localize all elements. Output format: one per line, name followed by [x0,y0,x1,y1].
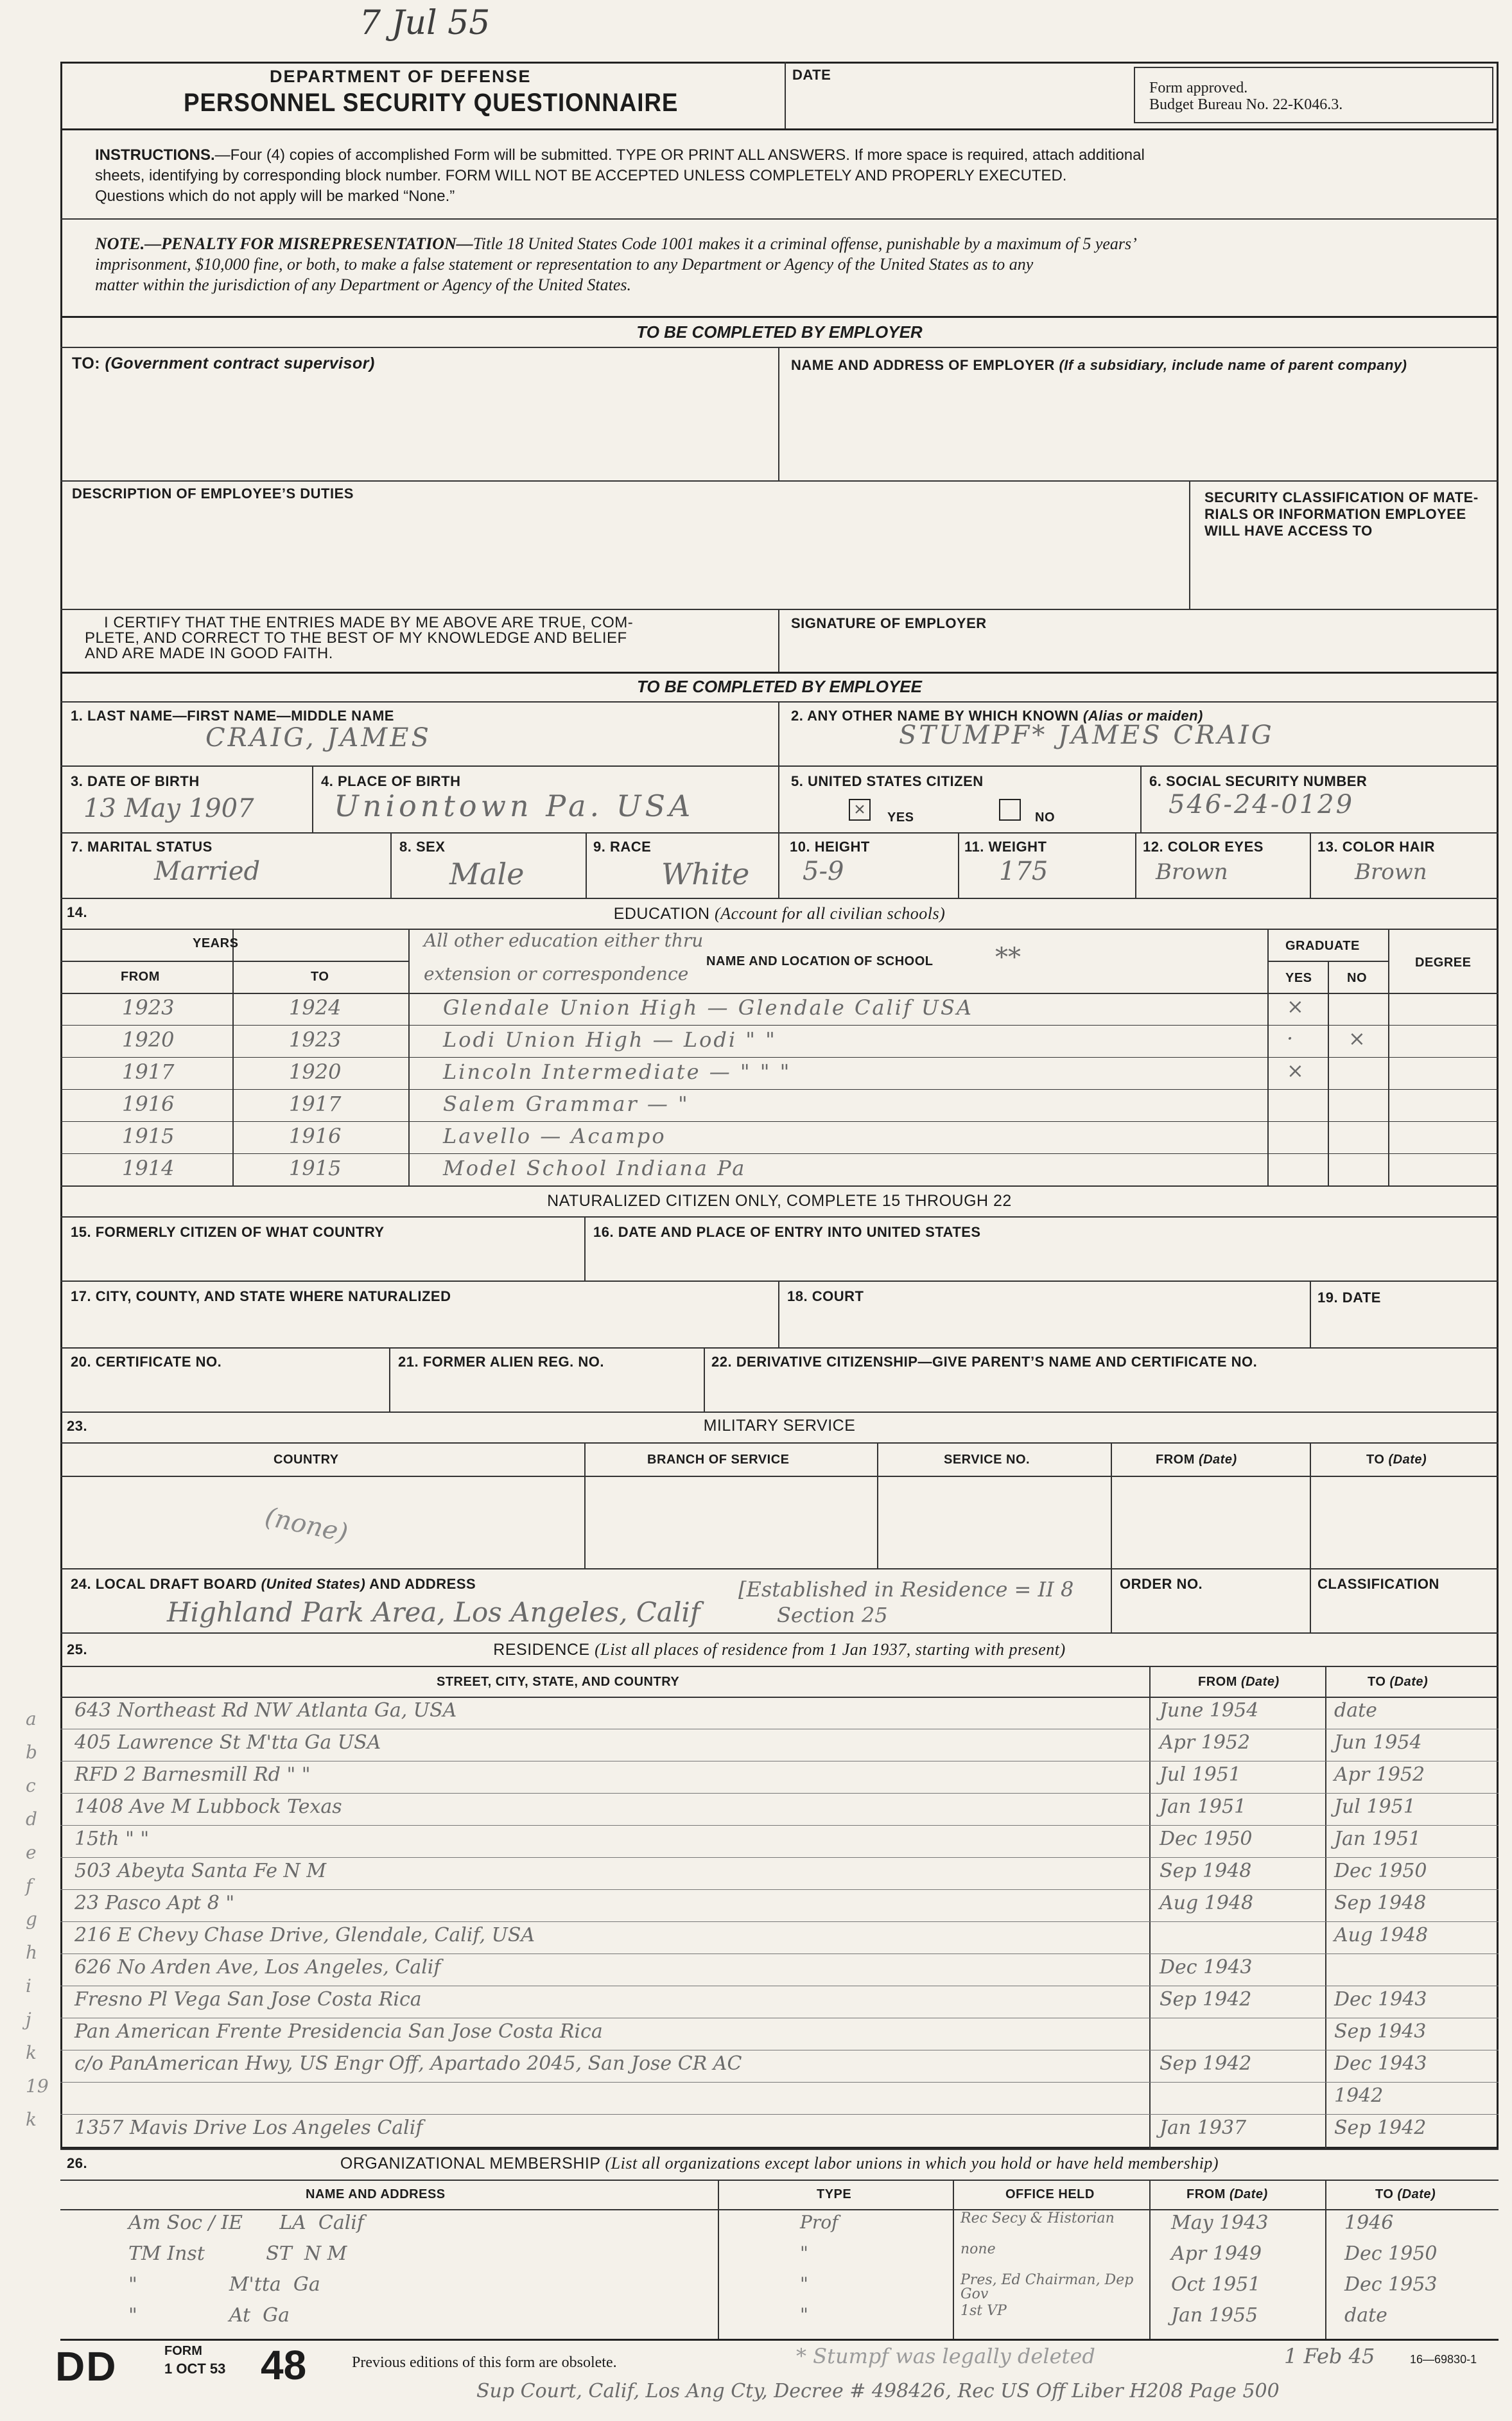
residence-row-rule [60,1793,1499,1794]
residence-to[interactable]: Jan 1951 [1334,1828,1421,1850]
sex-value[interactable]: Male [449,857,525,891]
residence-address[interactable]: 626 No Arden Ave, Los Angeles, Calif [74,1956,441,1979]
residence-address[interactable]: 216 E Chevy Chase Drive, Glendale, Calif, USA [74,1924,535,1946]
education-to[interactable]: 1917 [289,1092,342,1116]
residence-from[interactable]: Jan 1937 [1160,2117,1247,2139]
draft-board-value[interactable]: Highland Park Area, Los Angeles, Calif [167,1596,700,1628]
marital-label: 7. MARITAL STATUS [71,839,213,855]
dob-label: 3. DATE OF BIRTH [71,773,200,789]
residence-margin-mark: g [26,1909,37,1930]
entry-label: 16. DATE AND PLACE OF ENTRY INTO UNITED STATES [593,1224,981,1240]
ssn-value[interactable]: 546-24-0129 [1169,790,1355,819]
education-school[interactable]: Salem Grammar — " [443,1092,690,1116]
race-label: 9. RACE [593,839,652,855]
form-date: 1 OCT 53 [164,2361,226,2377]
department-label: DEPARTMENT OF DEFENSE [270,67,532,86]
residence-to[interactable]: Jun 1954 [1334,1731,1422,1754]
education-from[interactable]: 1917 [122,1060,175,1084]
race-value[interactable]: White [661,857,750,891]
form-label: FORM [164,2344,202,2358]
note-line1: Title 18 United States Code 1001 makes it a criminal offense, punishable by a maximum of 5 years’ [473,234,1137,253]
years-header: YEARS [193,936,239,950]
residence-to[interactable]: Aug 1948 [1334,1924,1429,1946]
graduate-yes-header: YES [1285,971,1312,985]
residence-margin-mark: k [26,2042,37,2063]
residence-from[interactable]: Dec 1943 [1160,1956,1253,1979]
residence-to-header: TO (Date) [1368,1675,1429,1689]
instructions-heading: INSTRUCTIONS. [95,146,215,164]
former-country-label: 15. FORMERLY CITIZEN OF WHAT COUNTRY [71,1224,385,1240]
residence-margin-mark: h [26,1942,38,1963]
org-name-header: NAME AND ADDRESS [306,2187,446,2201]
residence-num: 25. [67,1641,88,1657]
residence-row-rule [60,1953,1499,1954]
residence-row-rule [60,1857,1499,1858]
employee-section-title: TO BE COMPLETED BY EMPLOYEE [637,677,922,696]
education-row-rule [60,1057,1499,1058]
weight-value[interactable]: 175 [999,857,1048,886]
residence-margin-mark: f [26,1875,33,1896]
org-to[interactable]: date [1344,2304,1387,2327]
education-school[interactable]: Lodi Union High — Lodi " " [443,1027,777,1052]
residence-margin-mark: k [26,2109,37,2130]
education-from[interactable]: 1915 [122,1124,175,1148]
hair-value[interactable]: Brown [1355,859,1427,885]
education-row-rule [60,1153,1499,1154]
org-to-header: TO (Date) [1375,2187,1436,2201]
citizen-no-label: NO [1035,810,1055,825]
org-office[interactable]: 1st VP [960,2303,1007,2319]
residence-to[interactable]: Sep 1942 [1334,2117,1427,2139]
residence-from[interactable]: Dec 1950 [1160,1828,1253,1850]
residence-address[interactable]: 405 Lawrence St M'tta Ga USA [74,1731,381,1754]
alien-reg-label: 21. FORMER ALIEN REG. NO. [398,1354,604,1370]
residence-margin-mark: i [26,1975,31,1997]
residence-address[interactable]: 15th " " [74,1828,150,1850]
education-note-2: extension or correspondence [424,963,689,984]
naturalized-where-label: 17. CITY, COUNTY, AND STATE WHERE NATURALIZED [71,1288,451,1304]
org-name-address[interactable]: Am Soc / IE LA Calif [128,2212,365,2234]
residence-address[interactable]: Fresno Pl Vega San Jose Costa Rica [74,1988,422,2011]
residence-to[interactable]: Apr 1952 [1334,1763,1425,1786]
residence-from[interactable]: Sep 1942 [1160,2052,1252,2075]
certificate-label: 20. CERTIFICATE NO. [71,1354,222,1370]
org-office-header: OFFICE HELD [1005,2187,1095,2201]
residence-to[interactable]: date [1334,1699,1377,1722]
form-number: 48 [261,2342,307,2388]
education-grad-yes[interactable]: × [1287,994,1304,1018]
note-line2: imprisonment, $10,000 fine, or both, to make a false statement or representation to any Department or Agency of the United States as to any [95,255,1034,274]
footer-note-a: * Stumpf was legally deleted [796,2344,1095,2368]
military-service-no-header: SERVICE NO. [944,1453,1030,1467]
residence-margin-mark: j [26,2009,31,2030]
weight-label: 11. WEIGHT [964,839,1047,855]
citizen-yes-label: YES [887,810,914,825]
org-from[interactable]: May 1943 [1171,2212,1269,2234]
org-from[interactable]: Apr 1949 [1171,2242,1262,2265]
footer-note-b: 1 Feb 45 [1284,2344,1375,2368]
military-country-header: COUNTRY [274,1453,339,1467]
hair-label: 13. COLOR HAIR [1317,839,1436,855]
residence-to[interactable]: Dec 1943 [1334,1988,1427,2011]
residence-to[interactable]: 1942 [1334,2085,1384,2107]
order-no-label: ORDER NO. [1120,1576,1203,1592]
org-from[interactable]: Jan 1955 [1171,2304,1258,2327]
form-title: PERSONNEL SECURITY QUESTIONNAIRE [184,89,679,117]
to-header: TO [311,970,329,984]
residence-from[interactable]: Sep 1948 [1160,1860,1252,1882]
education-to[interactable]: 1924 [289,995,342,1020]
employer-name-field[interactable] [783,379,1490,475]
residence-row-rule [60,2082,1499,2083]
employer-certification: I CERTIFY THAT THE ENTRIES MADE BY ME ABOVE ARE TRUE, COM- PLETE, AND CORRECT TO THE BEST OF MY KNOWLEDGE AND BELIEF AND ARE MADE IN GOOD FAITH. [85,614,634,662]
org-name-address[interactable]: " M'tta Ga [128,2273,320,2296]
ssn-label: 6. SOCIAL SECURITY NUMBER [1149,773,1368,789]
residence-to[interactable]: Sep 1948 [1334,1892,1427,1914]
residence-from[interactable]: Jan 1951 [1160,1796,1247,1818]
residence-from-header: FROM (Date) [1198,1675,1280,1689]
dob-value[interactable]: 13 May 1907 [83,794,254,823]
graduate-no-header: NO [1347,971,1367,985]
residence-street-header: STREET, CITY, STATE, AND COUNTRY [437,1675,680,1689]
org-office[interactable]: Pres, Ed Chairman, Dep Gov [960,2272,1134,2302]
education-note-1: All other education either thru [424,930,704,951]
residence-title: RESIDENCE (List all places of residence from 1 Jan 1937, starting with present) [493,1640,1066,1659]
naturalized-title: NATURALIZED CITIZEN ONLY, COMPLETE 15 THROUGH 22 [547,1192,1012,1210]
form-approved: Form approved. [1149,80,1248,96]
pob-label: 4. PLACE OF BIRTH [321,773,461,789]
employer-signature-label: SIGNATURE OF EMPLOYER [791,615,987,631]
footer-note-c: Sup Court, Calif, Los Ang Cty, Decree # 498426, Rec US Off Liber H208 Page 500 [476,2380,1280,2402]
education-school[interactable]: Glendale Union High — Glendale Calif USA [443,995,973,1020]
residence-to[interactable]: Dec 1943 [1334,2052,1427,2075]
residence-margin-mark: e [26,1842,37,1863]
instructions [95,145,1463,207]
employer-name-label: NAME AND ADDRESS OF EMPLOYER (If a subsidiary, include name of parent company) [791,357,1407,373]
obsolete-note: Previous editions of this form are obsolete. [352,2354,617,2371]
education-grad-no[interactable]: × [1348,1026,1366,1051]
education-num: 14. [67,904,88,920]
education-to[interactable]: 1923 [289,1027,342,1052]
residence-address[interactable]: RFD 2 Barnesmill Rd " " [74,1763,311,1786]
school-header: NAME AND LOCATION OF SCHOOL [706,954,934,968]
military-from-header: FROM (Date) [1156,1453,1237,1467]
residence-row-rule [60,1921,1499,1922]
org-office[interactable]: none [960,2241,996,2257]
residence-to[interactable]: Sep 1943 [1334,2020,1427,2043]
draft-board-label: 24. LOCAL DRAFT BOARD (United States) AND ADDRESS [71,1576,476,1592]
org-from-header: FROM (Date) [1186,2187,1268,2201]
education-title: EDUCATION (Account for all civilian schools) [613,904,946,923]
note-line3: matter within the jurisdiction of any Department or Agency of the United States. [95,275,632,294]
name-value[interactable]: CRAIG, JAMES [205,723,431,753]
duties-label: DESCRIPTION OF EMPLOYEE’S DUTIES [72,485,354,502]
education-from[interactable]: 1920 [122,1027,175,1052]
org-type[interactable]: Prof [800,2212,839,2233]
residence-from[interactable]: Apr 1952 [1160,1731,1251,1754]
residence-address[interactable]: 1408 Ave M Lubbock Texas [74,1796,342,1818]
education-grad-yes[interactable]: · [1287,1026,1294,1051]
employer-signature-field[interactable] [783,636,1490,668]
org-type[interactable]: " [800,2304,808,2325]
residence-to[interactable]: Jul 1951 [1334,1796,1416,1818]
residence-address[interactable]: Pan American Frente Presidencia San Jose Costa Rica [74,2020,603,2043]
name-label: 1. LAST NAME—FIRST NAME—MIDDLE NAME [71,708,394,724]
education-from[interactable]: 1916 [122,1092,175,1116]
residence-address[interactable]: 23 Pasco Apt 8 " [74,1892,235,1914]
instructions-line2: sheets, identifying by corresponding block number. FORM WILL NOT BE ACCEPTED UNLESS COMPLETELY AND PROPERLY EXECUTED. [95,167,1067,184]
residence-address[interactable]: 643 Northeast Rd NW Atlanta Ga, USA [74,1699,457,1722]
graduate-header: GRADUATE [1285,939,1360,953]
eyes-value[interactable]: Brown [1156,859,1228,885]
org-to[interactable]: Dec 1950 [1344,2242,1438,2265]
marital-value[interactable]: Married [154,857,261,886]
residence-address[interactable]: c/o PanAmerican Hwy, US Engr Off, Apartado 2045, San Jose CR AC [74,2052,742,2075]
education-row-rule [60,1121,1499,1122]
draft-board-note-2: Section 25 [777,1603,888,1627]
instructions-line3: Questions which do not apply will be marked “None.” [95,188,455,205]
penalty-note [95,234,1463,295]
print-code: 16—69830-1 [1410,2353,1477,2366]
pob-value[interactable]: Uniontown Pa. USA [334,789,695,823]
naturalized-date-label: 19. DATE [1317,1289,1381,1306]
org-type[interactable]: " [800,2242,808,2264]
questionnaire-form [60,62,1499,2149]
education-from[interactable]: 1923 [122,995,175,1020]
org-num: 26. [67,2155,88,2171]
security-classification-label: SECURITY CLASSIFICATION OF MATE- RIALS OR INFORMATION EMPLOYEE WILL HAVE ACCESS TO [1204,489,1479,539]
military-to-header: TO (Date) [1366,1453,1427,1467]
org-to[interactable]: 1946 [1344,2212,1394,2234]
draft-board-note-1: [Established in Residence = II 8 [738,1577,1074,1602]
education-grad-yes[interactable]: × [1287,1058,1304,1083]
org-name-address[interactable]: " At Ga [128,2304,290,2327]
residence-margin-mark: b [26,1742,37,1763]
to-label: TO: (Government contract supervisor) [72,354,375,372]
from-header: FROM [121,970,160,984]
military-branch-header: BRANCH OF SERVICE [647,1453,790,1467]
residence-from[interactable]: Aug 1948 [1160,1892,1254,1914]
residence-row-rule [60,2114,1499,2115]
org-from[interactable]: Oct 1951 [1171,2273,1261,2296]
height-label: 10. HEIGHT [790,839,870,855]
org-title: ORGANIZATIONAL MEMBERSHIP (List all organizations except labor unions in which you hold or have held membership) [340,2154,1219,2172]
budget-number: Budget Bureau No. 22-K046.3. [1149,96,1343,113]
residence-to[interactable]: Dec 1950 [1334,1860,1427,1882]
education-row-rule [60,1025,1499,1026]
education-from[interactable]: 1914 [122,1156,175,1180]
residence-margin-mark: 19 [26,2076,49,2097]
stamp-date: 7 Jul 55 [360,4,491,42]
derivative-label: 22. DERIVATIVE CITIZENSHIP—GIVE PARENT’S NAME AND CERTIFICATE NO. [711,1354,1258,1370]
sex-label: 8. SEX [399,839,446,855]
org-to[interactable]: Dec 1953 [1344,2273,1438,2296]
education-to[interactable]: 1916 [289,1124,342,1148]
classification-label: CLASSIFICATION [1317,1576,1439,1592]
note-heading: NOTE.—PENALTY FOR MISREPRESENTATION— [95,234,473,253]
residence-from[interactable]: June 1954 [1160,1699,1259,1722]
alias-label: 2. ANY OTHER NAME BY WHICH KNOWN (Alias or maiden) [791,708,1203,724]
employer-section-title: TO BE COMPLETED BY EMPLOYER [636,322,923,342]
degree-header: DEGREE [1415,956,1472,970]
education-school[interactable]: Lincoln Intermediate — " " " [443,1060,792,1084]
org-type-header: TYPE [817,2187,852,2201]
education-to[interactable]: 1915 [289,1156,342,1180]
height-value[interactable]: 5-9 [803,857,844,886]
residence-address[interactable]: 503 Abeyta Santa Fe N M [74,1860,327,1882]
education-school[interactable]: Lavello — Acampo [443,1124,666,1148]
residence-address[interactable]: 1357 Mavis Drive Los Angeles Calif [74,2117,423,2139]
citizen-label: 5. UNITED STATES CITIZEN [791,773,984,789]
org-office[interactable]: Rec Secy & Historian [960,2210,1115,2226]
military-title: MILITARY SERVICE [703,1417,856,1435]
residence-from[interactable]: Jul 1951 [1160,1763,1241,1786]
citizen-yes-checkbox[interactable]: × [849,799,871,821]
military-value[interactable]: (none) [262,1501,351,1549]
residence-margin-mark: c [26,1775,36,1796]
education-school[interactable]: Model School Indiana Pa [443,1156,747,1180]
instructions-line1: —Four (4) copies of accomplished Form will be submitted. TYPE OR PRINT ALL ANSWERS. If more space is required, attach additional [214,146,1145,164]
residence-row-rule [60,1889,1499,1890]
eyes-label: 12. COLOR EYES [1143,839,1264,855]
org-name-address[interactable]: TM Inst ST N M [128,2242,347,2265]
residence-margin-mark: d [26,1808,37,1830]
education-to[interactable]: 1920 [289,1060,342,1084]
residence-margin-mark: a [26,1708,37,1729]
org-type[interactable]: " [800,2273,808,2294]
residence-from[interactable]: Sep 1942 [1160,1988,1252,2011]
date-label: DATE [792,67,831,83]
to-field[interactable] [64,379,770,475]
court-label: 18. COURT [787,1288,864,1304]
form-dd: DD [55,2343,117,2390]
duties-field[interactable] [64,507,1181,604]
education-row-rule [60,1089,1499,1090]
alias-value[interactable]: STUMPF* JAMES CRAIG [899,721,1274,750]
residence-row-rule [60,1825,1499,1826]
military-num: 23. [67,1418,88,1434]
education-stars: ** [995,943,1021,972]
citizen-no-checkbox[interactable] [999,799,1021,821]
